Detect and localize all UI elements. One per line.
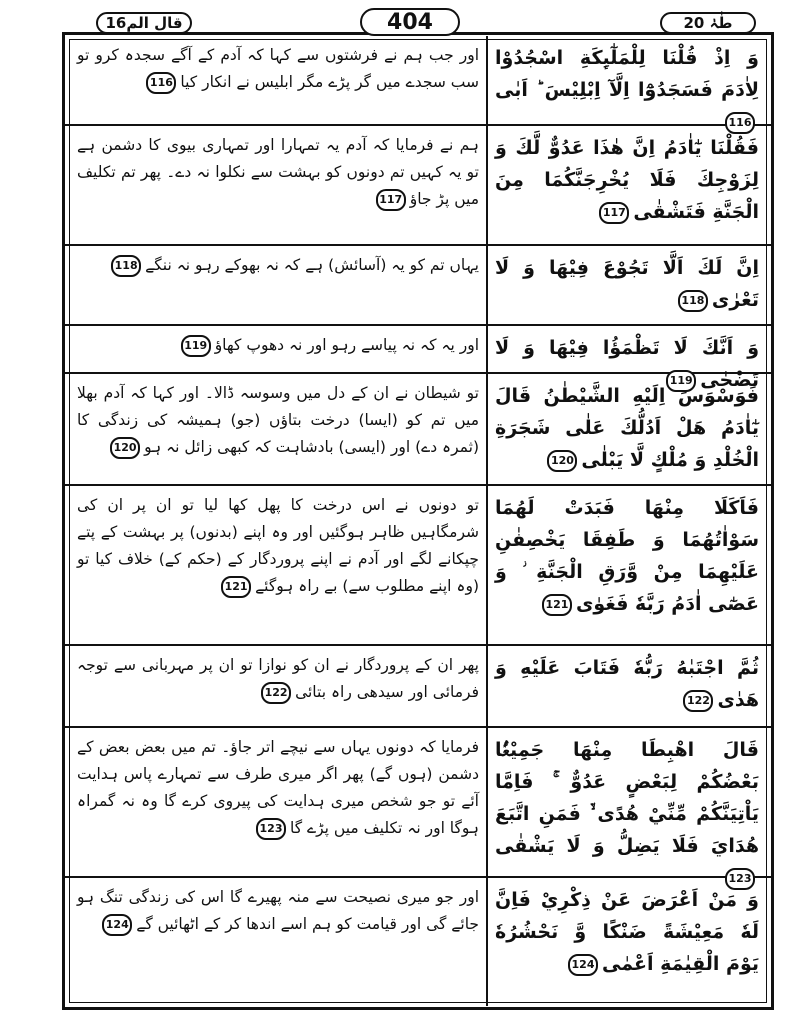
- verse-number-badge: 124: [102, 914, 132, 936]
- verse-row: [65, 246, 771, 326]
- arabic-text: فَقُلْنَا يٰٓاٰدَمُ اِنَّ هٰذَا عَدُوٌّ لَّكَ وَ لِزَوْجِكَ فَلَا يُخْرِجَنَّكُمَا مِنَ الْجَنَّةِ فَتَشْقٰى117: [495, 137, 759, 223]
- verse-row: [65, 728, 771, 885]
- verse-row: [65, 486, 771, 646]
- arabic-text: اِنَّ لَكَ اَلَّا تَجُوْعَ فِيْهَا وَ لَا تَعْرٰى118: [495, 257, 759, 311]
- urdu-translation: اور یہ کہ نہ پیاسے رہو اور نہ دھوپ کھاؤ119: [71, 326, 485, 372]
- verse-number-badge: 116: [146, 72, 176, 94]
- urdu-translation: ہم نے فرمایا کہ آدم یہ تمہارا اور تمہاری بیوی کا دشمن ہے تو یہ کہیں تم دونوں کو بہشت سے نکلوا نہ دے۔ پھر تم تکلیف میں پڑ جاؤ117: [71, 126, 485, 244]
- verse-number-badge: 119: [666, 370, 696, 392]
- arabic-text: قَالَ اهْبِطَا مِنْهَا جَمِيْعًۢا بَعْضُكُمْ لِبَعْضٍ عَدُوٌّ ۚ فَاِمَّا يَاْتِيَنَّكُمْ مِّنِّيْ هُدًى ۙ۬ فَمَنِ اتَّبَعَ هُدَايَ فَلَا يَضِلُّ وَ لَا يَشْقٰى123: [489, 728, 767, 876]
- verse-row: [65, 126, 771, 246]
- urdu-translation: پھر ان کے پروردگار نے ان کو نوازا تو ان پر مہربانی سے توجہ فرمائی اور سیدھی راہ بتائی122: [71, 646, 485, 726]
- verse-number-badge: 120: [547, 450, 577, 472]
- verse-number-badge: 124: [568, 954, 598, 976]
- arabic-text: فَاَكَلَا مِنْهَا فَبَدَتْ لَهُمَا سَوْاٰتُهُمَا وَ طَفِقَا يَخْصِفٰنِ عَلَيْهِمَا مِنْ وَّرَقِ الْجَنَّةِ ؗ وَ عَصٰٓى اٰدَمُ رَبَّهٗ فَغَوٰى121: [495, 497, 759, 615]
- verse-number-badge: 117: [599, 202, 629, 224]
- verse-number-badge: 121: [221, 576, 251, 598]
- verse-row: [65, 36, 771, 129]
- verse-number-badge: 118: [678, 290, 708, 312]
- verse-row: [65, 326, 771, 391]
- urdu-translation: تو دونوں نے اس درخت کا پھل کھا لیا تو ان پر ان کی شرمگاہیں ظاہر ہوگئیں اور وہ اپنے (بدنوں) پر بہشت کے پتے چپکانے لگے اور آدم نے اپنے پروردگار کے (حکم کے) خلاف کیا تو (وہ اپنے مطلوب سے) بے راہ ہوگئے121: [71, 486, 485, 644]
- column-divider: [486, 36, 488, 1006]
- page-number: 404: [360, 8, 460, 36]
- verse-number-badge: 120: [110, 437, 140, 459]
- surah-label: طٰہٰ 20: [660, 12, 756, 34]
- urdu-translation: اور جب ہم نے فرشتوں سے کہا کہ آدم کے آگے سجدہ کرو تو سب سجدے میں گر پڑے مگر ابلیس نے انکار کیا116: [71, 36, 485, 124]
- verse-row: [65, 646, 771, 728]
- urdu-translation: تو شیطان نے ان کے دل میں وسوسہ ڈالا۔ اور کہا کہ آدم بھلا میں تم کو (ایسا) درخت بتاؤں (جو) ہمیشہ کی زندگی کا (ثمرہ دے) اور (ایسی) بادشاہت کہ کبھی زائل نہ ہو120: [71, 374, 485, 484]
- verse-number-badge: 121: [542, 594, 572, 616]
- arabic-text: فَوَسْوَسَ اِلَيْهِ الشَّيْطٰنُ قَالَ يٰٓاٰدَمُ هَلْ اَدُلُّكَ عَلٰى شَجَرَةِ الْخُلْدِ وَ مُلْكٍ لَّا يَبْلٰى120: [495, 385, 759, 471]
- urdu-translation: یہاں تم کو یہ (آسائش) ہے کہ نہ بھوکے رہو نہ ننگے118: [71, 246, 485, 324]
- arabic-text: ثُمَّ اجْتَبٰهُ رَبُّهٗ فَتَابَ عَلَيْهِ وَ هَدٰى122: [495, 657, 759, 711]
- verse-number-badge: 123: [256, 818, 286, 840]
- verse-number-badge: 123: [725, 868, 755, 890]
- arabic-text: وَ اَنَّكَ لَا تَظْمَؤُا فِيْهَا وَ لَا تَضْحٰى119: [495, 337, 759, 391]
- verse-number-badge: 119: [181, 335, 211, 357]
- verse-row: [65, 374, 771, 486]
- urdu-translation: اور جو میری نصیحت سے منہ پھیرے گا اس کی زندگی تنگ ہو جائے گی اور قیامت کو ہم اسے اندھا کر کے اٹھائیں گے124: [71, 878, 485, 1006]
- verse-row: [65, 878, 771, 1006]
- verse-number-badge: 118: [111, 255, 141, 277]
- verse-number-badge: 122: [683, 690, 713, 712]
- urdu-translation: فرمایا کہ دونوں یہاں سے نیچے اتر جاؤ۔ تم میں بعض بعض کے دشمن (ہوں گے) پھر اگر میری طرف سے تمہارے پاس ہدایت آئے تو جو شخص میری ہدایت کی پیروی کرے گا وہ نہ گمراہ ہوگا اور نہ تکلیف میں پڑے گا123: [71, 728, 485, 876]
- arabic-text: وَ اِذْ قُلْنَا لِلْمَلٰٓىِٕكَةِ اسْجُدُوْا لِاٰدَمَ فَسَجَدُوْٓا اِلَّآ اِبْلِيْسَ ؕ اَبٰى116: [489, 36, 767, 124]
- verse-number-badge: 122: [261, 682, 291, 704]
- verse-number-badge: 117: [376, 189, 406, 211]
- juz-label: قال الم16: [96, 12, 192, 34]
- verse-number-badge: 116: [725, 112, 755, 134]
- arabic-text: وَ مَنْ اَعْرَضَ عَنْ ذِكْرِيْ فَاِنَّ لَهٗ مَعِيْشَةً ضَنْكًا وَّ نَحْشُرُهٗ يَوْمَ الْقِيٰمَةِ اَعْمٰى124: [495, 889, 759, 975]
